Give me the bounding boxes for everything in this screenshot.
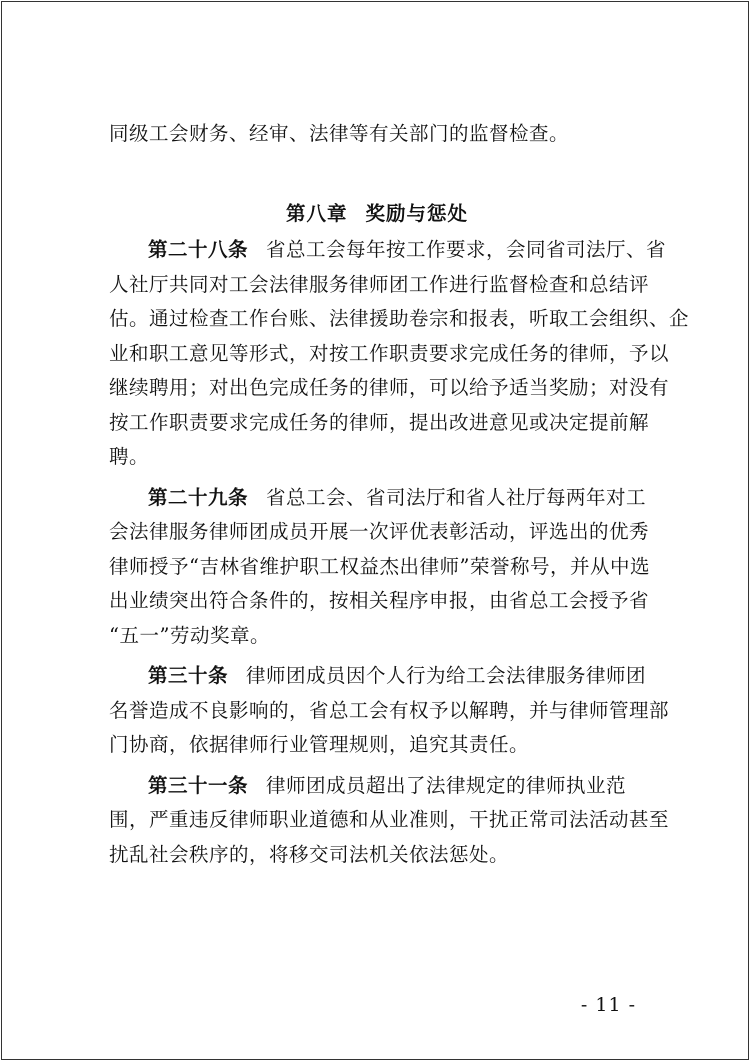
article-line: 继续聘用；对出色完成任务的律师，可以给予适当奖励；对没有 xyxy=(109,376,670,399)
article-line: 会法律服务律师团成员开展一次评优表彰活动，评选出的优秀 xyxy=(109,520,650,543)
article-line: 律师团成员因个人行为给工会法律服务律师团 xyxy=(246,664,647,687)
article-line: 围，严重违反律师职业道德和从业准则，干扰正常司法活动甚至 xyxy=(109,808,670,831)
article-line: 门协商，依据律师行业管理规则，追究其责任。 xyxy=(109,733,530,756)
article-line: 估。通过检查工作台账、法律援助卷宗和报表，听取工会组织、企 xyxy=(109,307,690,330)
article-31 xyxy=(109,769,670,873)
article-line: 省总工会、省司法厅和省人社厅每两年对工 xyxy=(266,485,647,509)
article-line: 出业绩突出符合条件的，按相关程序申报，由省总工会授予省 xyxy=(109,589,650,612)
page-number: - 11 - xyxy=(580,994,636,1016)
article-line: “五一”劳动奖章。 xyxy=(109,623,270,647)
article-30 xyxy=(109,659,670,763)
chapter-title: 奖励与惩处 xyxy=(365,202,469,225)
article-line: 聘。 xyxy=(109,445,150,468)
article-line: 省总工会每年按工作要求，会同省司法厅、省 xyxy=(266,238,667,261)
article-title: 第三十条 xyxy=(148,664,229,687)
chapter-heading xyxy=(2,198,750,226)
article-title: 第二十八条 xyxy=(148,238,249,261)
article-29 xyxy=(109,481,657,654)
article-line: 按工作职责要求完成任务的律师，提出改进意见或决定提前解 xyxy=(109,410,650,434)
article-line: 律师团成员超出了法律规定的律师执业范 xyxy=(266,773,627,797)
article-line: 人社厅共同对工会法律服务律师团工作进行监督检查和总结评 xyxy=(109,272,650,296)
article-line: 业和职工意见等形式，对按工作职责要求完成任务的律师，予以 xyxy=(109,341,670,365)
article-line: 律师授予“吉林省维护职工权益杰出律师”荣誉称号，并从中选 xyxy=(109,554,650,578)
article-line: 扰乱社会秩序的，将移交司法机关依法惩处。 xyxy=(109,842,510,866)
article-title: 第三十一条 xyxy=(148,773,249,797)
article-line: 名誉造成不良影响的，省总工会有权予以解聘，并与律师管理部 xyxy=(109,698,670,722)
article-28 xyxy=(109,233,690,475)
article-title: 第二十九条 xyxy=(148,485,249,509)
carryover-line: 同级工会财务、经审、法律等有关部门的监督检查。 xyxy=(109,122,570,145)
document-page xyxy=(1,1,749,1060)
carryover-paragraph xyxy=(109,117,657,152)
chapter-number: 第八章 xyxy=(285,202,348,225)
articles-body xyxy=(109,233,690,872)
